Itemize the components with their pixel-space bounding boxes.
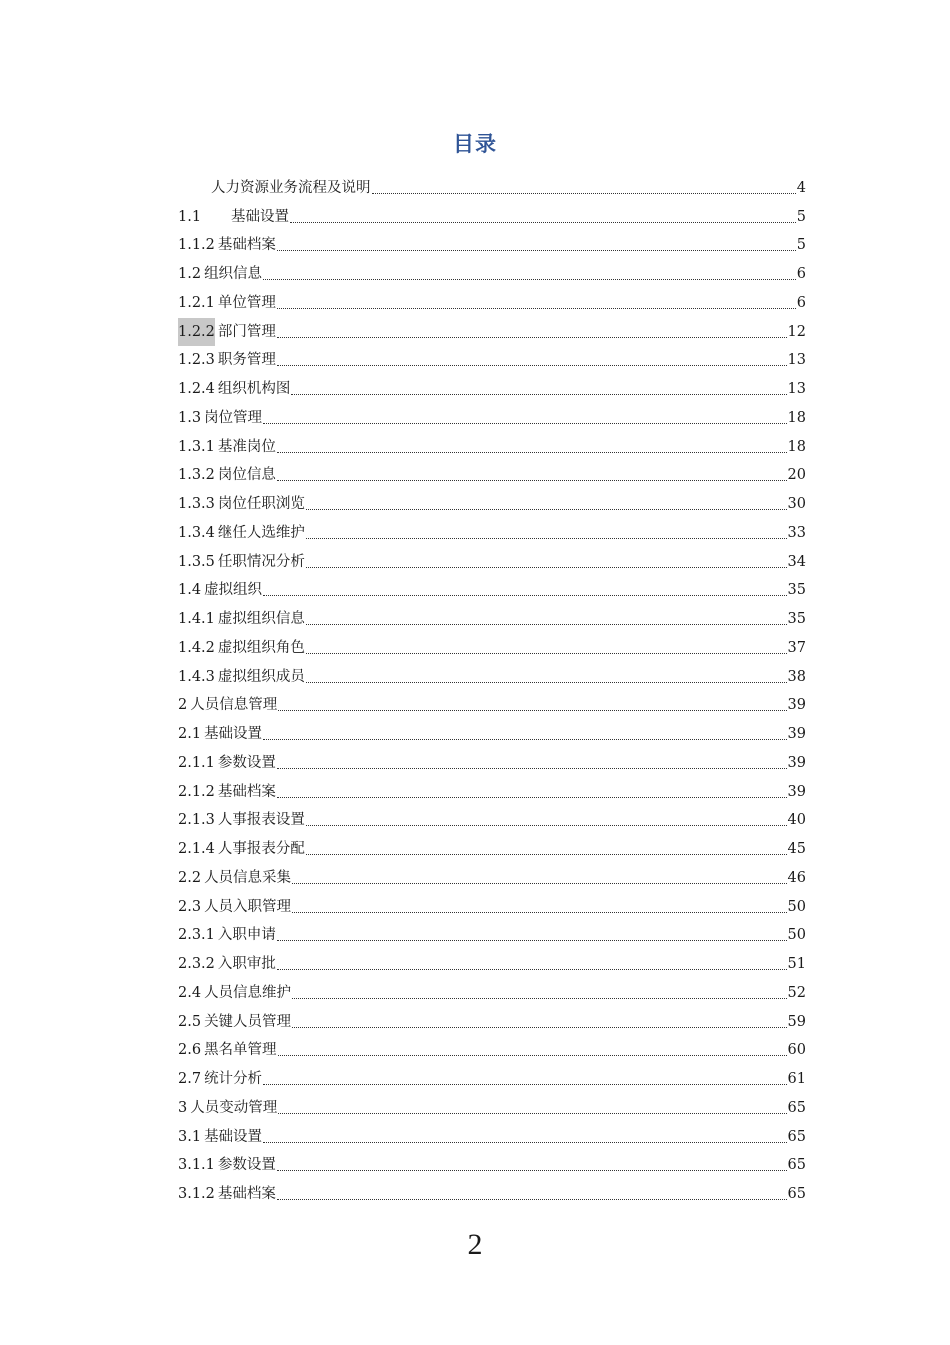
- toc-dot-leader: [306, 567, 787, 568]
- toc-entry-page: 65: [787, 1186, 806, 1202]
- toc-entry-text: 基础设置: [231, 208, 289, 225]
- toc-entry-number: 1.3.4: [178, 524, 215, 541]
- toc-entry-text: 岗位信息: [217, 467, 276, 484]
- toc-entry-label: [178, 519, 305, 547]
- toc-entry[interactable]: [178, 173, 806, 202]
- toc-entry-number: 1.3: [178, 409, 202, 426]
- toc-dot-leader: [277, 1199, 787, 1200]
- toc-dot-leader: [278, 1113, 786, 1114]
- toc-dot-leader: [263, 739, 786, 740]
- toc-entry-text: 部门管理: [217, 323, 276, 340]
- toc-entry-page: 65: [787, 1157, 806, 1174]
- page-number: 2: [467, 1228, 483, 1261]
- toc-entry-page: 59: [787, 1013, 806, 1030]
- toc-entry-label: [178, 289, 276, 317]
- toc-entry-text: 岗位任职浏览: [217, 496, 305, 512]
- toc-entry-text: 虚拟组织: [204, 582, 263, 599]
- toc-entry-label: [178, 979, 291, 1007]
- toc-entry-text: 人员变动管理: [190, 1099, 278, 1116]
- toc-entry-page: 51: [787, 956, 806, 972]
- toc-entry-label: [178, 318, 276, 346]
- toc-entry-number: 2: [178, 697, 188, 714]
- toc-entry-page: 52: [787, 984, 806, 1001]
- toc-dot-leader: [290, 222, 796, 223]
- toc-dot-leader: [278, 710, 786, 711]
- toc-entry[interactable]: [178, 1151, 806, 1180]
- toc-entry-label: [178, 749, 276, 777]
- toc-entry[interactable]: [178, 432, 806, 461]
- toc-entry-label: [178, 433, 276, 461]
- toc-entry-label: [178, 404, 262, 432]
- toc-entry-page: 35: [787, 582, 806, 599]
- toc-entry-text: 继任人选维护: [217, 524, 305, 541]
- toc-entry-page: 65: [787, 1128, 806, 1145]
- toc-entry[interactable]: [178, 719, 806, 748]
- toc-entry-text: 任职情况分析: [217, 553, 305, 570]
- toc-entry[interactable]: [178, 403, 806, 432]
- toc-entry-text: 组织机构图: [217, 381, 291, 397]
- toc-entry[interactable]: [178, 921, 806, 950]
- toc-entry-number: 2.3.2: [178, 956, 215, 972]
- toc-dot-leader: [263, 279, 796, 280]
- toc-entry-page: 30: [787, 496, 806, 512]
- toc-entry-page: 45: [787, 841, 806, 857]
- toc-entry-number: 1.2.4: [178, 381, 215, 397]
- toc-entry[interactable]: [178, 288, 806, 317]
- toc-entry-page: 39: [787, 697, 806, 714]
- toc-entry-label: [178, 1036, 277, 1064]
- toc-entry-label: [211, 174, 371, 202]
- toc-entry-number: 2.1: [178, 726, 202, 742]
- toc-entry-label: [178, 461, 276, 489]
- toc-dot-leader: [306, 538, 787, 539]
- toc-entry-number: 1.2.3: [178, 352, 215, 369]
- toc-dot-leader: [292, 1027, 786, 1028]
- toc-entry[interactable]: [178, 777, 806, 806]
- toc-entry-text: 虚拟组织角色: [217, 639, 305, 656]
- toc-entry-page: 34: [787, 553, 806, 570]
- toc-entry-text: 参数设置: [217, 754, 276, 771]
- toc-entry[interactable]: [178, 231, 806, 260]
- toc-entry-label: [178, 806, 305, 834]
- toc-entry-page: 37: [787, 639, 806, 656]
- toc-entry-page: 61: [787, 1071, 806, 1087]
- toc-dot-leader: [277, 452, 787, 453]
- toc-entry-label: [178, 605, 305, 633]
- toc-dot-leader: [291, 394, 786, 395]
- toc-entry[interactable]: [178, 691, 806, 720]
- toc-entry-number: 1.3.1: [178, 438, 215, 455]
- toc-entry-number: 2.4: [178, 984, 202, 1001]
- toc-entry-number: 3.1.2: [178, 1186, 215, 1202]
- toc-entry-text: 虚拟组织信息: [217, 611, 305, 627]
- toc-entry-text: 参数设置: [217, 1157, 276, 1174]
- toc-entry-label: [178, 203, 289, 231]
- toc-entry[interactable]: [178, 1093, 806, 1122]
- toc-entry-page: 5: [796, 237, 806, 254]
- toc-entry-label: [178, 1008, 291, 1036]
- toc-entry[interactable]: [178, 461, 806, 490]
- toc-entry-text: 黑名单管理: [204, 1042, 277, 1059]
- toc-entry[interactable]: [178, 892, 806, 921]
- toc-entry-label: [178, 346, 276, 374]
- toc-entry-label: [178, 548, 305, 576]
- toc-entry-page: 12: [787, 323, 806, 340]
- toc-entry-text: 基础设置: [204, 726, 263, 742]
- toc-entry[interactable]: [178, 662, 806, 691]
- toc-entry-number: 1.1: [178, 208, 202, 225]
- toc-entry-number: 1.2.1: [178, 294, 215, 311]
- toc-entry[interactable]: [178, 978, 806, 1007]
- toc-entry-page: 20: [787, 467, 806, 484]
- toc-entry-label: [178, 375, 290, 403]
- toc-entry[interactable]: [178, 1064, 806, 1093]
- toc-entry-label: [178, 1065, 262, 1093]
- toc-entry-page: 40: [787, 812, 806, 829]
- toc-entry-text: 虚拟组织成员: [217, 668, 305, 685]
- toc-entry[interactable]: [178, 633, 806, 662]
- toc-entry-page: 46: [787, 869, 806, 886]
- toc-entry-number: 2.6: [178, 1042, 202, 1059]
- toc-entry-text: 关键人员管理: [204, 1013, 292, 1030]
- toc-entry-number: 1.4: [178, 582, 202, 599]
- toc-entry-number: 2.2: [178, 869, 202, 886]
- toc-dot-leader: [306, 653, 787, 654]
- toc-entry-text: 组织信息: [204, 266, 263, 282]
- toc-entry-text: 人员信息采集: [204, 869, 292, 886]
- toc-dot-leader: [263, 1142, 786, 1143]
- toc-entry-page: 39: [787, 783, 806, 800]
- toc-entry-number: 1.1.2: [178, 237, 215, 254]
- toc-entry-text: 岗位管理: [204, 409, 263, 426]
- toc-dot-leader: [306, 682, 787, 683]
- toc-dot-leader: [372, 193, 796, 194]
- toc-entry[interactable]: [178, 834, 806, 863]
- toc-entry-label: [178, 720, 262, 748]
- toc-entry-label: [178, 1094, 277, 1122]
- toc-dot-leader: [263, 423, 786, 424]
- toc-entry-label: [178, 893, 291, 921]
- toc-entry[interactable]: [178, 346, 806, 375]
- toc-entry-label: [178, 576, 262, 604]
- toc-entry-number: 2.1.3: [178, 812, 215, 829]
- toc-entry[interactable]: [178, 748, 806, 777]
- toc-entry[interactable]: [178, 202, 806, 231]
- toc-entry-text: 基准岗位: [217, 438, 276, 455]
- toc-entry-page: 38: [787, 668, 806, 685]
- toc-entry[interactable]: [178, 259, 806, 288]
- toc-entry-page: 50: [787, 927, 806, 944]
- toc-entry-number: 3.1: [178, 1128, 202, 1145]
- toc-dot-leader: [306, 624, 787, 625]
- toc-dot-leader: [277, 250, 796, 251]
- toc-entry-label: [178, 1123, 262, 1151]
- toc-entry-text: 基础档案: [217, 1186, 276, 1202]
- toc-entry-page: 18: [787, 438, 806, 455]
- toc-entry-label: [178, 778, 276, 806]
- toc-entry-number: 2.3.1: [178, 927, 215, 944]
- toc-entry-page: 18: [787, 409, 806, 426]
- toc-entry-number: 1.3.3: [178, 496, 215, 512]
- toc-entry-page: 6: [796, 266, 806, 282]
- toc-entry-text: 人事报表设置: [217, 812, 305, 829]
- toc-entry-label: [178, 634, 305, 662]
- toc-entry[interactable]: [178, 317, 806, 346]
- toc-entry-text: 职务管理: [217, 352, 276, 369]
- toc-entry-text: 单位管理: [217, 294, 276, 311]
- toc-entry-label: [178, 1151, 276, 1179]
- toc-entry-number: 1.3.5: [178, 553, 215, 570]
- toc-dot-leader: [277, 365, 787, 366]
- toc-entry-page: 33: [787, 524, 806, 541]
- toc-entry-label: [178, 835, 305, 863]
- toc-entry-page: 6: [796, 294, 806, 311]
- toc-dot-leader: [277, 969, 787, 970]
- toc-entry[interactable]: [178, 863, 806, 892]
- toc-entry-number: 1.4.1: [178, 611, 215, 627]
- toc-entry-number: 3.1.1: [178, 1157, 215, 1174]
- toc-entry[interactable]: [178, 374, 806, 403]
- toc-entry-page: 13: [787, 352, 806, 369]
- toc-entry[interactable]: [178, 518, 806, 547]
- toc-dot-leader: [278, 1055, 787, 1056]
- toc-entry-text: 人员信息管理: [190, 697, 278, 714]
- toc-entry-label: [178, 490, 305, 518]
- toc-entry-page: 4: [796, 179, 806, 196]
- toc-entry-number: 3: [178, 1099, 188, 1116]
- toc-dot-leader: [306, 854, 787, 855]
- toc-entry-page: 50: [787, 898, 806, 915]
- toc-entry-number: 2.3: [178, 898, 202, 915]
- toc-entry-label: [178, 663, 305, 691]
- toc-entry-number: 2.7: [178, 1071, 202, 1087]
- toc-entry-text: 人员入职管理: [204, 898, 292, 915]
- toc-entry-text: 基础档案: [217, 237, 276, 254]
- toc-entry-text: 基础档案: [217, 783, 276, 800]
- toc-dot-leader: [277, 768, 787, 769]
- toc-entry[interactable]: [178, 1036, 806, 1065]
- toc-entry-page: 5: [796, 208, 806, 225]
- toc-entry[interactable]: [178, 547, 806, 576]
- toc-title: 目录: [453, 132, 497, 156]
- toc-entry-page: 39: [787, 726, 806, 742]
- toc-entry-number: 2.1.1: [178, 754, 215, 771]
- toc-dot-leader: [292, 912, 786, 913]
- toc-entry-number: 1.2.2: [178, 318, 215, 346]
- toc-entry-label: [178, 231, 276, 259]
- toc-dot-leader: [277, 337, 787, 338]
- toc-entry-text: 统计分析: [204, 1071, 263, 1087]
- toc-entry-text: 基础设置: [204, 1128, 263, 1145]
- toc-entry-number: 2.1.2: [178, 783, 215, 800]
- toc-entry-page: 35: [787, 611, 806, 627]
- toc-entry-label: [178, 950, 276, 978]
- toc-entry-text: 入职申请: [217, 927, 276, 944]
- toc-entry-number: 1.2: [178, 266, 202, 282]
- toc-entry-label: [178, 260, 262, 288]
- toc-dot-leader: [277, 1170, 787, 1171]
- toc-dot-leader: [292, 883, 786, 884]
- toc-entry[interactable]: [178, 1179, 806, 1208]
- toc-entry-page: 65: [787, 1099, 806, 1116]
- toc-entry-label: [178, 691, 277, 719]
- toc-entry-text: 人力资源业务流程及说明: [211, 179, 371, 196]
- toc-dot-leader: [292, 998, 786, 999]
- toc-entry-page: 60: [787, 1042, 806, 1059]
- toc-dot-leader: [277, 308, 796, 309]
- toc-entry-number: 2.1.4: [178, 841, 215, 857]
- toc-list: [178, 173, 806, 1208]
- toc-dot-leader: [277, 480, 787, 481]
- toc-dot-leader: [277, 797, 787, 798]
- toc-entry-number: 1.3.2: [178, 467, 215, 484]
- toc-entry-label: [178, 1180, 276, 1208]
- toc-entry-page: 13: [787, 381, 806, 397]
- toc-entry-number: 1.4.3: [178, 668, 215, 685]
- toc-entry[interactable]: [178, 604, 806, 633]
- toc-entry[interactable]: [178, 806, 806, 835]
- toc-dot-leader: [306, 825, 787, 826]
- toc-entry-label: [178, 921, 276, 949]
- toc-dot-leader: [263, 1084, 786, 1085]
- toc-entry-text: 人事报表分配: [217, 841, 305, 857]
- toc-entry-label: [178, 864, 291, 892]
- toc-entry[interactable]: [178, 949, 806, 978]
- toc-dot-leader: [277, 940, 787, 941]
- toc-entry-text: 人员信息维护: [204, 984, 292, 1001]
- toc-entry-page: 39: [787, 754, 806, 771]
- toc-entry-number: 2.5: [178, 1013, 202, 1030]
- toc-dot-leader: [263, 595, 786, 596]
- toc-entry-text: 入职审批: [217, 956, 276, 972]
- toc-dot-leader: [306, 509, 787, 510]
- toc-entry-number: 1.4.2: [178, 639, 215, 656]
- toc-entry[interactable]: [178, 489, 806, 518]
- toc-entry[interactable]: [178, 576, 806, 605]
- toc-entry[interactable]: [178, 1007, 806, 1036]
- toc-entry[interactable]: [178, 1122, 806, 1151]
